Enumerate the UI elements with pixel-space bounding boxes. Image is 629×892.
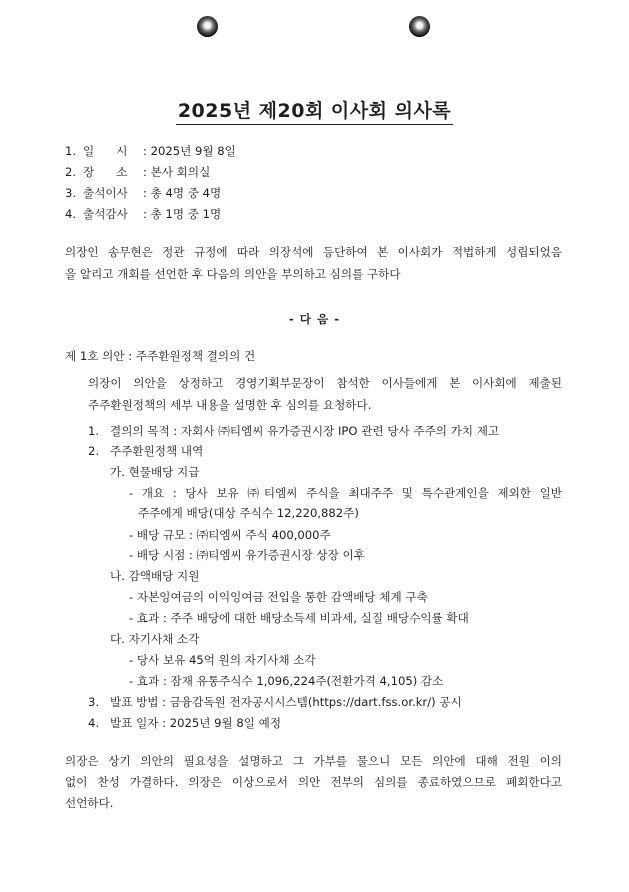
intro-line-1: 의장인 송무현은 정관 규정에 따라 의장석에 등단하여 본 이사회가 적법하게 성립되었음 [65, 245, 562, 259]
agenda-title: 제 1호 의안 : 주주환원정책 결의의 건 [65, 349, 256, 363]
reduction-dividend-line-1: - 자본잉여금의 이익잉여금 전입을 통한 감액배당 체계 구축 [129, 590, 428, 604]
sub-bond-cancellation: 다. 자기사채 소각 [110, 632, 200, 646]
in-kind-overview-line-1: - 개요 : 당사 보유 ㈜티엠씨 주식을 최대주주 및 특수관계인을 제외한 일반 [129, 486, 562, 500]
section-separator: - 다 음 - [288, 312, 341, 326]
in-kind-timing: - 배당 시점 : ㈜티엠씨 유가증권시장 상장 이후 [129, 548, 365, 562]
sub-in-kind-dividend: 가. 현물배당 지급 [110, 465, 200, 479]
bond-cancellation-line-1: - 당사 보유 45억 원의 자기사채 소각 [129, 653, 316, 667]
reduction-dividend-line-2: - 효과 : 주주 배당에 대한 배당소득세 비과세, 실질 배당수익률 확대 [129, 611, 469, 625]
document-title: 2025년 제20회 이사회 의사록 [0, 96, 629, 123]
item-purpose: 1. 결의의 목적 : 자회사 ㈜티엠씨 유가증권시장 IPO 관련 당사 주주의 가치 제고 [88, 424, 500, 438]
agenda-intro-line-2: 주주환원정책의 세부 내용을 설명한 후 심의를 요청하다. [88, 398, 372, 412]
item-announcement-method: 3. 발표 방법 : 금융감독원 전자공시시스템(https://dart.fss.or.kr/) 공시 [88, 695, 462, 709]
attending-directors-row: 3. 출석이사 : 총 4명 중 4명 [65, 186, 222, 200]
item-announcement-date: 4. 발표 일자 : 2025년 9월 8일 예정 [88, 716, 282, 730]
bond-cancellation-line-2: - 효과 : 잠재 유통주식수 1,096,224주(전환가격 4,105) 감소 [129, 674, 444, 688]
intro-line-2: 을 알리고 개회를 선언한 후 다음의 의안을 부의하고 심의를 구하다 [65, 267, 401, 281]
punch-hole-left [197, 16, 218, 37]
attending-auditors-row: 4. 출석감사 : 총 1명 중 1명 [65, 207, 222, 221]
meeting-place-row: 2. 장 소 : 본사 회의실 [65, 165, 211, 179]
item-policy-details: 2. 주주환원정책 내역 [88, 444, 204, 458]
closing-line-3: 선언하다. [65, 796, 114, 810]
closing-line-1: 의장은 상기 의안의 필요성을 설명하고 그 가부를 물으니 모든 의안에 대해 전원 이의 [65, 754, 562, 768]
punch-hole-right [409, 16, 430, 37]
meeting-date-row: 1. 일 시 : 2025년 9월 8일 [65, 144, 236, 158]
closing-line-2: 없이 찬성 가결하다. 의장은 이상으로서 의안 전부의 심의를 종료하였으므로 폐회한다고 [65, 775, 562, 789]
in-kind-overview-line-2: 주주에게 배당(대상 주식수 12,220,882주) [138, 506, 359, 520]
in-kind-scale: - 배당 규모 : ㈜티엠씨 주식 400,000주 [129, 528, 331, 542]
agenda-intro-line-1: 의장이 의안을 상정하고 경영기획부문장이 참석한 이사들에게 본 이사회에 제출된 [88, 376, 562, 390]
sub-capital-reduction-dividend: 나. 감액배당 지원 [110, 569, 200, 583]
